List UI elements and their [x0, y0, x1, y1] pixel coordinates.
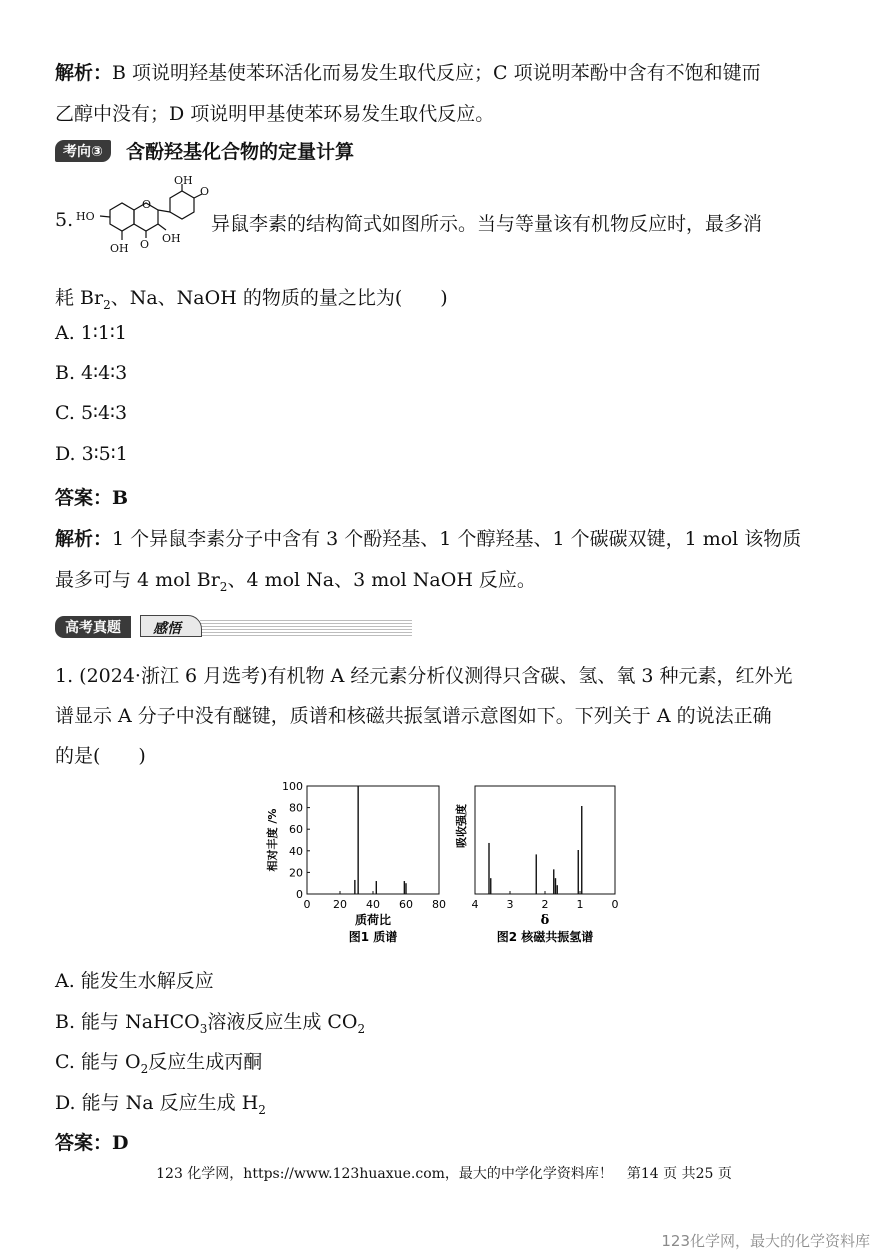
- analysis-q5-line-2: [55, 565, 536, 594]
- q1-option-b: [55, 1007, 365, 1036]
- option-a: A. 1∶1∶1: [55, 322, 127, 344]
- question-text-1: 异鼠李素的结构简式如图所示。当与等量该有机物反应时，最多消: [211, 213, 763, 235]
- mol-label-o-ring: O: [142, 198, 152, 211]
- text-part: 、Na、NaOH 的物质的量之比为( ): [110, 287, 448, 309]
- mol-label-oh-top: OH: [174, 174, 193, 187]
- answer-label: 答案：: [55, 1132, 113, 1154]
- isorhamnetin-structure: [70, 172, 210, 262]
- page-footer: 123 化学网，https://www.123huaxue.com，最大的中学化学资料库！ 第14 页 共25 页: [156, 1166, 732, 1182]
- mol-label-o-keto: O: [140, 238, 150, 251]
- analysis-q5-line-1: [55, 524, 801, 551]
- section-title: 含酚羟基化合物的定量计算: [126, 141, 355, 163]
- mol-label-oh-bottom: OH: [110, 242, 129, 255]
- chart1-xtick-label: 40: [366, 898, 380, 911]
- chart1-xtick-label: 20: [333, 898, 347, 911]
- chart2-xlabel: δ: [540, 913, 550, 928]
- chart2-xtick-label: 4: [471, 898, 479, 911]
- chart2-xtick-label: 2: [541, 898, 549, 911]
- subscript: 2: [103, 297, 111, 312]
- q1-option-c: [55, 1047, 262, 1076]
- watermark: 123化学网，最大的化学资料库: [661, 1232, 870, 1250]
- ring-a: [110, 203, 134, 231]
- mol-label-oh-right: OH: [162, 232, 181, 245]
- q1-text-2: 谱显示 A 分子中没有醚键，质谱和核磁共振氢谱示意图如下。下列关于 A 的说法正确: [55, 705, 772, 727]
- chart2-title: 图2 核磁共振氢谱: [496, 930, 594, 944]
- chart1-ytick-label: 0: [296, 888, 303, 901]
- q1-answer-line: [55, 1128, 129, 1155]
- chart1-xtick-label: 0: [303, 898, 311, 911]
- section-badge: 考向③: [55, 140, 111, 162]
- chart1-xtick-label: 60: [399, 898, 413, 911]
- analysis-label: 解析：: [55, 528, 113, 550]
- analysis-text: B 项说明羟基使苯环活化而易发生取代反应；C 项说明苯酚中含有不饱和键而: [112, 62, 761, 84]
- text-part: 反应生成丙酮: [148, 1051, 263, 1073]
- subscript: 2: [357, 1021, 366, 1036]
- text-part: 溶液反应生成 CO: [207, 1011, 358, 1033]
- chart1-ylabel: 相对丰度 /%: [266, 808, 279, 872]
- chart1-ytick-label: 100: [282, 780, 303, 793]
- chart1-ytick-label: 60: [289, 823, 303, 837]
- text-part: C. 能与 O: [55, 1051, 141, 1073]
- exam-badge: 高考真题: [55, 616, 131, 638]
- q1-text-1: 1. (2024·浙江 6 月选考)有机物 A 经元素分析仪测得只含碳、氢、氧 3 种元素，红外光: [55, 665, 793, 687]
- mol-label-ho-left: HO: [76, 210, 95, 223]
- mol-label-o-methoxy: O: [200, 185, 210, 198]
- subscript: 2: [140, 1061, 149, 1076]
- chart1-ytick-label: 80: [289, 801, 303, 815]
- chart1-frame: [307, 786, 439, 894]
- text-part: 耗 Br: [55, 287, 104, 309]
- q1-option-a: A. 能发生水解反应: [55, 970, 214, 992]
- analysis-label: 解析：: [55, 62, 113, 84]
- text-part: 最多可与 4 mol Br: [55, 569, 220, 591]
- subscript: 2: [219, 579, 228, 594]
- header-stripe: [200, 620, 412, 636]
- answer-value: D: [112, 1132, 129, 1154]
- chart2-xtick-label: 1: [576, 898, 584, 911]
- q1-text-3: 的是( ): [55, 745, 146, 767]
- nmr-spectrum-chart: [455, 778, 635, 948]
- chart1-xtick-label: 80: [432, 898, 446, 911]
- insight-label: 感悟: [153, 621, 181, 637]
- subscript: 2: [258, 1102, 266, 1117]
- text-part: 、4 mol Na、3 mol NaOH 反应。: [227, 569, 536, 591]
- insight-badge: [140, 615, 202, 637]
- chart1-ytick-label: 40: [289, 844, 303, 858]
- q1-option-d: [55, 1088, 266, 1117]
- subscript: 3: [199, 1021, 208, 1036]
- chart2-xtick-label: 3: [506, 898, 514, 911]
- answer-value: B: [112, 487, 129, 509]
- analysis-text: 1 个异鼠李素分子中含有 3 个酚羟基、1 个醇羟基、1 个碳碳双键，1 mol 该物质: [112, 528, 802, 550]
- ring-b: [170, 191, 194, 219]
- chart2-ylabel: 吸收强度: [455, 804, 468, 848]
- question-number: 5.: [55, 209, 74, 231]
- text-part: D. 能与 Na 反应生成 H: [55, 1092, 259, 1114]
- option-c: C. 5∶4∶3: [55, 402, 128, 424]
- question-text-2: [55, 283, 448, 312]
- chart1-title: 图1 质谱: [348, 930, 398, 944]
- mass-spectrum-chart: [262, 778, 462, 948]
- chart1-xlabel: 质荷比: [354, 913, 392, 927]
- answer-line: [55, 483, 128, 510]
- chart2-xtick-label: 0: [611, 898, 619, 911]
- chart1-ytick-label: 20: [289, 866, 303, 880]
- analysis-line-1: [55, 58, 761, 85]
- option-d: D. 3∶5∶1: [55, 443, 128, 465]
- analysis-line-2: 乙醇中没有；D 项说明甲基使苯环易发生取代反应。: [55, 103, 495, 125]
- answer-label: 答案：: [55, 487, 113, 509]
- text-part: B. 能与 NaHCO: [55, 1011, 200, 1033]
- option-b: B. 4∶4∶3: [55, 362, 128, 384]
- chart2-frame: [475, 786, 615, 894]
